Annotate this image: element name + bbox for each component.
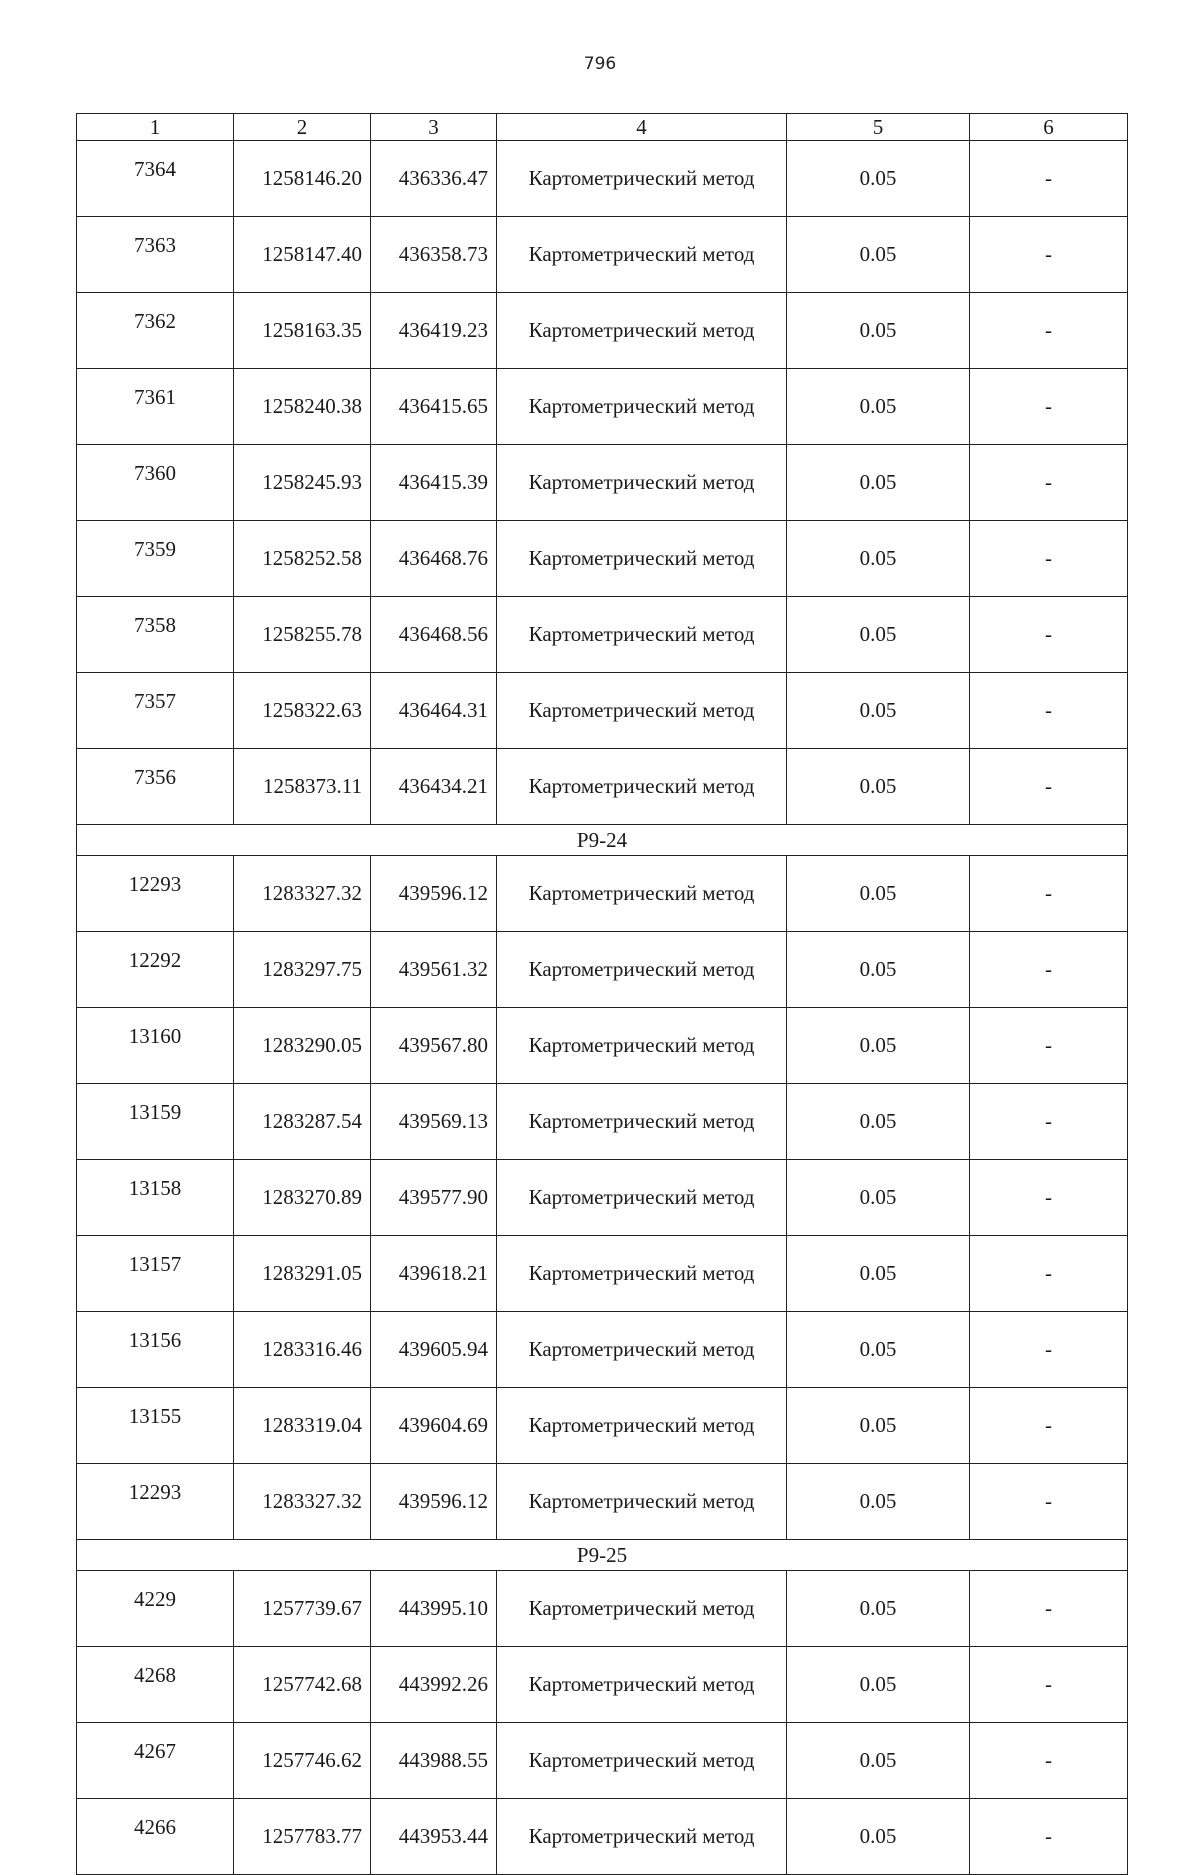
- x-coordinate-cell: 1283291.05: [234, 1236, 371, 1312]
- x-coordinate-cell: 1258252.58: [234, 521, 371, 597]
- section-title: Р9-24: [77, 825, 1128, 856]
- x-coordinate-cell: 1257746.62: [234, 1723, 371, 1799]
- note-cell: -: [970, 445, 1128, 521]
- point-number-cell: 13157: [77, 1236, 234, 1312]
- section-title: Р9-25: [77, 1540, 1128, 1571]
- method-cell: Картометрический метод: [497, 445, 787, 521]
- table-row: [77, 1723, 1128, 1799]
- y-coordinate-cell: 439577.90: [371, 1160, 497, 1236]
- x-coordinate-cell: 1283297.75: [234, 932, 371, 1008]
- section-header-row: [77, 1540, 1128, 1571]
- accuracy-cell: 0.05: [787, 445, 970, 521]
- point-number-cell: 4229: [77, 1571, 234, 1647]
- y-coordinate-cell: 436336.47: [371, 141, 497, 217]
- x-coordinate-cell: 1258163.35: [234, 293, 371, 369]
- accuracy-cell: 0.05: [787, 1008, 970, 1084]
- method-cell: Картометрический метод: [497, 597, 787, 673]
- accuracy-cell: 0.05: [787, 521, 970, 597]
- method-cell: Картометрический метод: [497, 932, 787, 1008]
- point-number-cell: 7359: [77, 521, 234, 597]
- y-coordinate-cell: 436415.39: [371, 445, 497, 521]
- accuracy-cell: 0.05: [787, 1647, 970, 1723]
- accuracy-cell: 0.05: [787, 673, 970, 749]
- note-cell: -: [970, 369, 1128, 445]
- table-row: [77, 293, 1128, 369]
- point-number-cell: 13160: [77, 1008, 234, 1084]
- column-header-3: 3: [371, 114, 497, 141]
- y-coordinate-cell: 436464.31: [371, 673, 497, 749]
- column-header-5: 5: [787, 114, 970, 141]
- y-coordinate-cell: 439567.80: [371, 1008, 497, 1084]
- point-number-cell: 13156: [77, 1312, 234, 1388]
- table-row: [77, 1464, 1128, 1540]
- column-header-6: 6: [970, 114, 1128, 141]
- method-cell: Картометрический метод: [497, 673, 787, 749]
- x-coordinate-cell: 1258240.38: [234, 369, 371, 445]
- note-cell: -: [970, 1312, 1128, 1388]
- accuracy-cell: 0.05: [787, 749, 970, 825]
- y-coordinate-cell: 436434.21: [371, 749, 497, 825]
- accuracy-cell: 0.05: [787, 1312, 970, 1388]
- column-header-4: 4: [497, 114, 787, 141]
- point-number-cell: 13155: [77, 1388, 234, 1464]
- method-cell: Картометрический метод: [497, 1723, 787, 1799]
- point-number-cell: 7361: [77, 369, 234, 445]
- x-coordinate-cell: 1283287.54: [234, 1084, 371, 1160]
- table-row: [77, 1160, 1128, 1236]
- column-header-2: 2: [234, 114, 371, 141]
- table-row: [77, 1647, 1128, 1723]
- accuracy-cell: 0.05: [787, 369, 970, 445]
- accuracy-cell: 0.05: [787, 856, 970, 932]
- table-row: [77, 1236, 1128, 1312]
- accuracy-cell: 0.05: [787, 1723, 970, 1799]
- point-number-cell: 7357: [77, 673, 234, 749]
- table-row: [77, 141, 1128, 217]
- section-header-row: [77, 825, 1128, 856]
- table-row: [77, 1799, 1128, 1875]
- method-cell: Картометрический метод: [497, 1647, 787, 1723]
- point-number-cell: 7363: [77, 217, 234, 293]
- y-coordinate-cell: 436415.65: [371, 369, 497, 445]
- accuracy-cell: 0.05: [787, 1388, 970, 1464]
- note-cell: -: [970, 141, 1128, 217]
- method-cell: Картометрический метод: [497, 1160, 787, 1236]
- point-number-cell: 13159: [77, 1084, 234, 1160]
- x-coordinate-cell: 1258245.93: [234, 445, 371, 521]
- point-number-cell: 12292: [77, 932, 234, 1008]
- x-coordinate-cell: 1258373.11: [234, 749, 371, 825]
- table-row: [77, 673, 1128, 749]
- table-row: [77, 217, 1128, 293]
- note-cell: -: [970, 293, 1128, 369]
- table-row: [77, 1571, 1128, 1647]
- x-coordinate-cell: 1283270.89: [234, 1160, 371, 1236]
- table-row: [77, 932, 1128, 1008]
- note-cell: -: [970, 749, 1128, 825]
- x-coordinate-cell: 1283327.32: [234, 856, 371, 932]
- accuracy-cell: 0.05: [787, 1236, 970, 1312]
- accuracy-cell: 0.05: [787, 1571, 970, 1647]
- point-number-cell: 7364: [77, 141, 234, 217]
- y-coordinate-cell: 443992.26: [371, 1647, 497, 1723]
- method-cell: Картометрический метод: [497, 521, 787, 597]
- table-row: [77, 1312, 1128, 1388]
- x-coordinate-cell: 1283327.32: [234, 1464, 371, 1540]
- point-number-cell: 4266: [77, 1799, 234, 1875]
- coordinates-table: [76, 113, 1128, 1875]
- accuracy-cell: 0.05: [787, 141, 970, 217]
- y-coordinate-cell: 439561.32: [371, 932, 497, 1008]
- point-number-cell: 4268: [77, 1647, 234, 1723]
- note-cell: -: [970, 1236, 1128, 1312]
- accuracy-cell: 0.05: [787, 1160, 970, 1236]
- method-cell: Картометрический метод: [497, 1008, 787, 1084]
- accuracy-cell: 0.05: [787, 217, 970, 293]
- method-cell: Картометрический метод: [497, 1388, 787, 1464]
- x-coordinate-cell: 1258255.78: [234, 597, 371, 673]
- x-coordinate-cell: 1257739.67: [234, 1571, 371, 1647]
- note-cell: -: [970, 1160, 1128, 1236]
- note-cell: -: [970, 932, 1128, 1008]
- note-cell: -: [970, 673, 1128, 749]
- point-number-cell: 12293: [77, 1464, 234, 1540]
- note-cell: -: [970, 217, 1128, 293]
- table-row: [77, 1084, 1128, 1160]
- x-coordinate-cell: 1283316.46: [234, 1312, 371, 1388]
- y-coordinate-cell: 443953.44: [371, 1799, 497, 1875]
- x-coordinate-cell: 1258322.63: [234, 673, 371, 749]
- table-row: [77, 749, 1128, 825]
- note-cell: -: [970, 856, 1128, 932]
- column-number-header-row: [77, 114, 1128, 141]
- note-cell: -: [970, 521, 1128, 597]
- y-coordinate-cell: 436358.73: [371, 217, 497, 293]
- y-coordinate-cell: 439569.13: [371, 1084, 497, 1160]
- point-number-cell: 7360: [77, 445, 234, 521]
- table-row: [77, 1388, 1128, 1464]
- accuracy-cell: 0.05: [787, 1084, 970, 1160]
- point-number-cell: 4267: [77, 1723, 234, 1799]
- method-cell: Картометрический метод: [497, 1312, 787, 1388]
- point-number-cell: 7362: [77, 293, 234, 369]
- y-coordinate-cell: 439596.12: [371, 1464, 497, 1540]
- x-coordinate-cell: 1283319.04: [234, 1388, 371, 1464]
- accuracy-cell: 0.05: [787, 293, 970, 369]
- y-coordinate-cell: 436419.23: [371, 293, 497, 369]
- page-number: 796: [583, 54, 617, 74]
- point-number-cell: 7356: [77, 749, 234, 825]
- method-cell: Картометрический метод: [497, 1799, 787, 1875]
- note-cell: -: [970, 1647, 1128, 1723]
- accuracy-cell: 0.05: [787, 932, 970, 1008]
- note-cell: -: [970, 1084, 1128, 1160]
- method-cell: Картометрический метод: [497, 217, 787, 293]
- x-coordinate-cell: 1258147.40: [234, 217, 371, 293]
- point-number-cell: 12293: [77, 856, 234, 932]
- y-coordinate-cell: 436468.56: [371, 597, 497, 673]
- note-cell: -: [970, 1571, 1128, 1647]
- y-coordinate-cell: 443995.10: [371, 1571, 497, 1647]
- point-number-cell: 13158: [77, 1160, 234, 1236]
- column-header-1: 1: [77, 114, 234, 141]
- note-cell: -: [970, 1388, 1128, 1464]
- table-row: [77, 597, 1128, 673]
- y-coordinate-cell: 439604.69: [371, 1388, 497, 1464]
- note-cell: -: [970, 1008, 1128, 1084]
- method-cell: Картометрический метод: [497, 749, 787, 825]
- accuracy-cell: 0.05: [787, 597, 970, 673]
- method-cell: Картометрический метод: [497, 1571, 787, 1647]
- table-row: [77, 445, 1128, 521]
- accuracy-cell: 0.05: [787, 1464, 970, 1540]
- y-coordinate-cell: 443988.55: [371, 1723, 497, 1799]
- y-coordinate-cell: 439618.21: [371, 1236, 497, 1312]
- method-cell: Картометрический метод: [497, 369, 787, 445]
- x-coordinate-cell: 1257783.77: [234, 1799, 371, 1875]
- method-cell: Картометрический метод: [497, 1084, 787, 1160]
- table-row: [77, 369, 1128, 445]
- method-cell: Картометрический метод: [497, 1464, 787, 1540]
- method-cell: Картометрический метод: [497, 1236, 787, 1312]
- table-body: [77, 141, 1128, 1875]
- table-row: [77, 856, 1128, 932]
- table-row: [77, 1008, 1128, 1084]
- note-cell: -: [970, 597, 1128, 673]
- note-cell: -: [970, 1464, 1128, 1540]
- x-coordinate-cell: 1258146.20: [234, 141, 371, 217]
- method-cell: Картометрический метод: [497, 293, 787, 369]
- y-coordinate-cell: 436468.76: [371, 521, 497, 597]
- method-cell: Картометрический метод: [497, 856, 787, 932]
- x-coordinate-cell: 1283290.05: [234, 1008, 371, 1084]
- accuracy-cell: 0.05: [787, 1799, 970, 1875]
- y-coordinate-cell: 439605.94: [371, 1312, 497, 1388]
- method-cell: Картометрический метод: [497, 141, 787, 217]
- y-coordinate-cell: 439596.12: [371, 856, 497, 932]
- table-row: [77, 521, 1128, 597]
- x-coordinate-cell: 1257742.68: [234, 1647, 371, 1723]
- point-number-cell: 7358: [77, 597, 234, 673]
- note-cell: -: [970, 1799, 1128, 1875]
- note-cell: -: [970, 1723, 1128, 1799]
